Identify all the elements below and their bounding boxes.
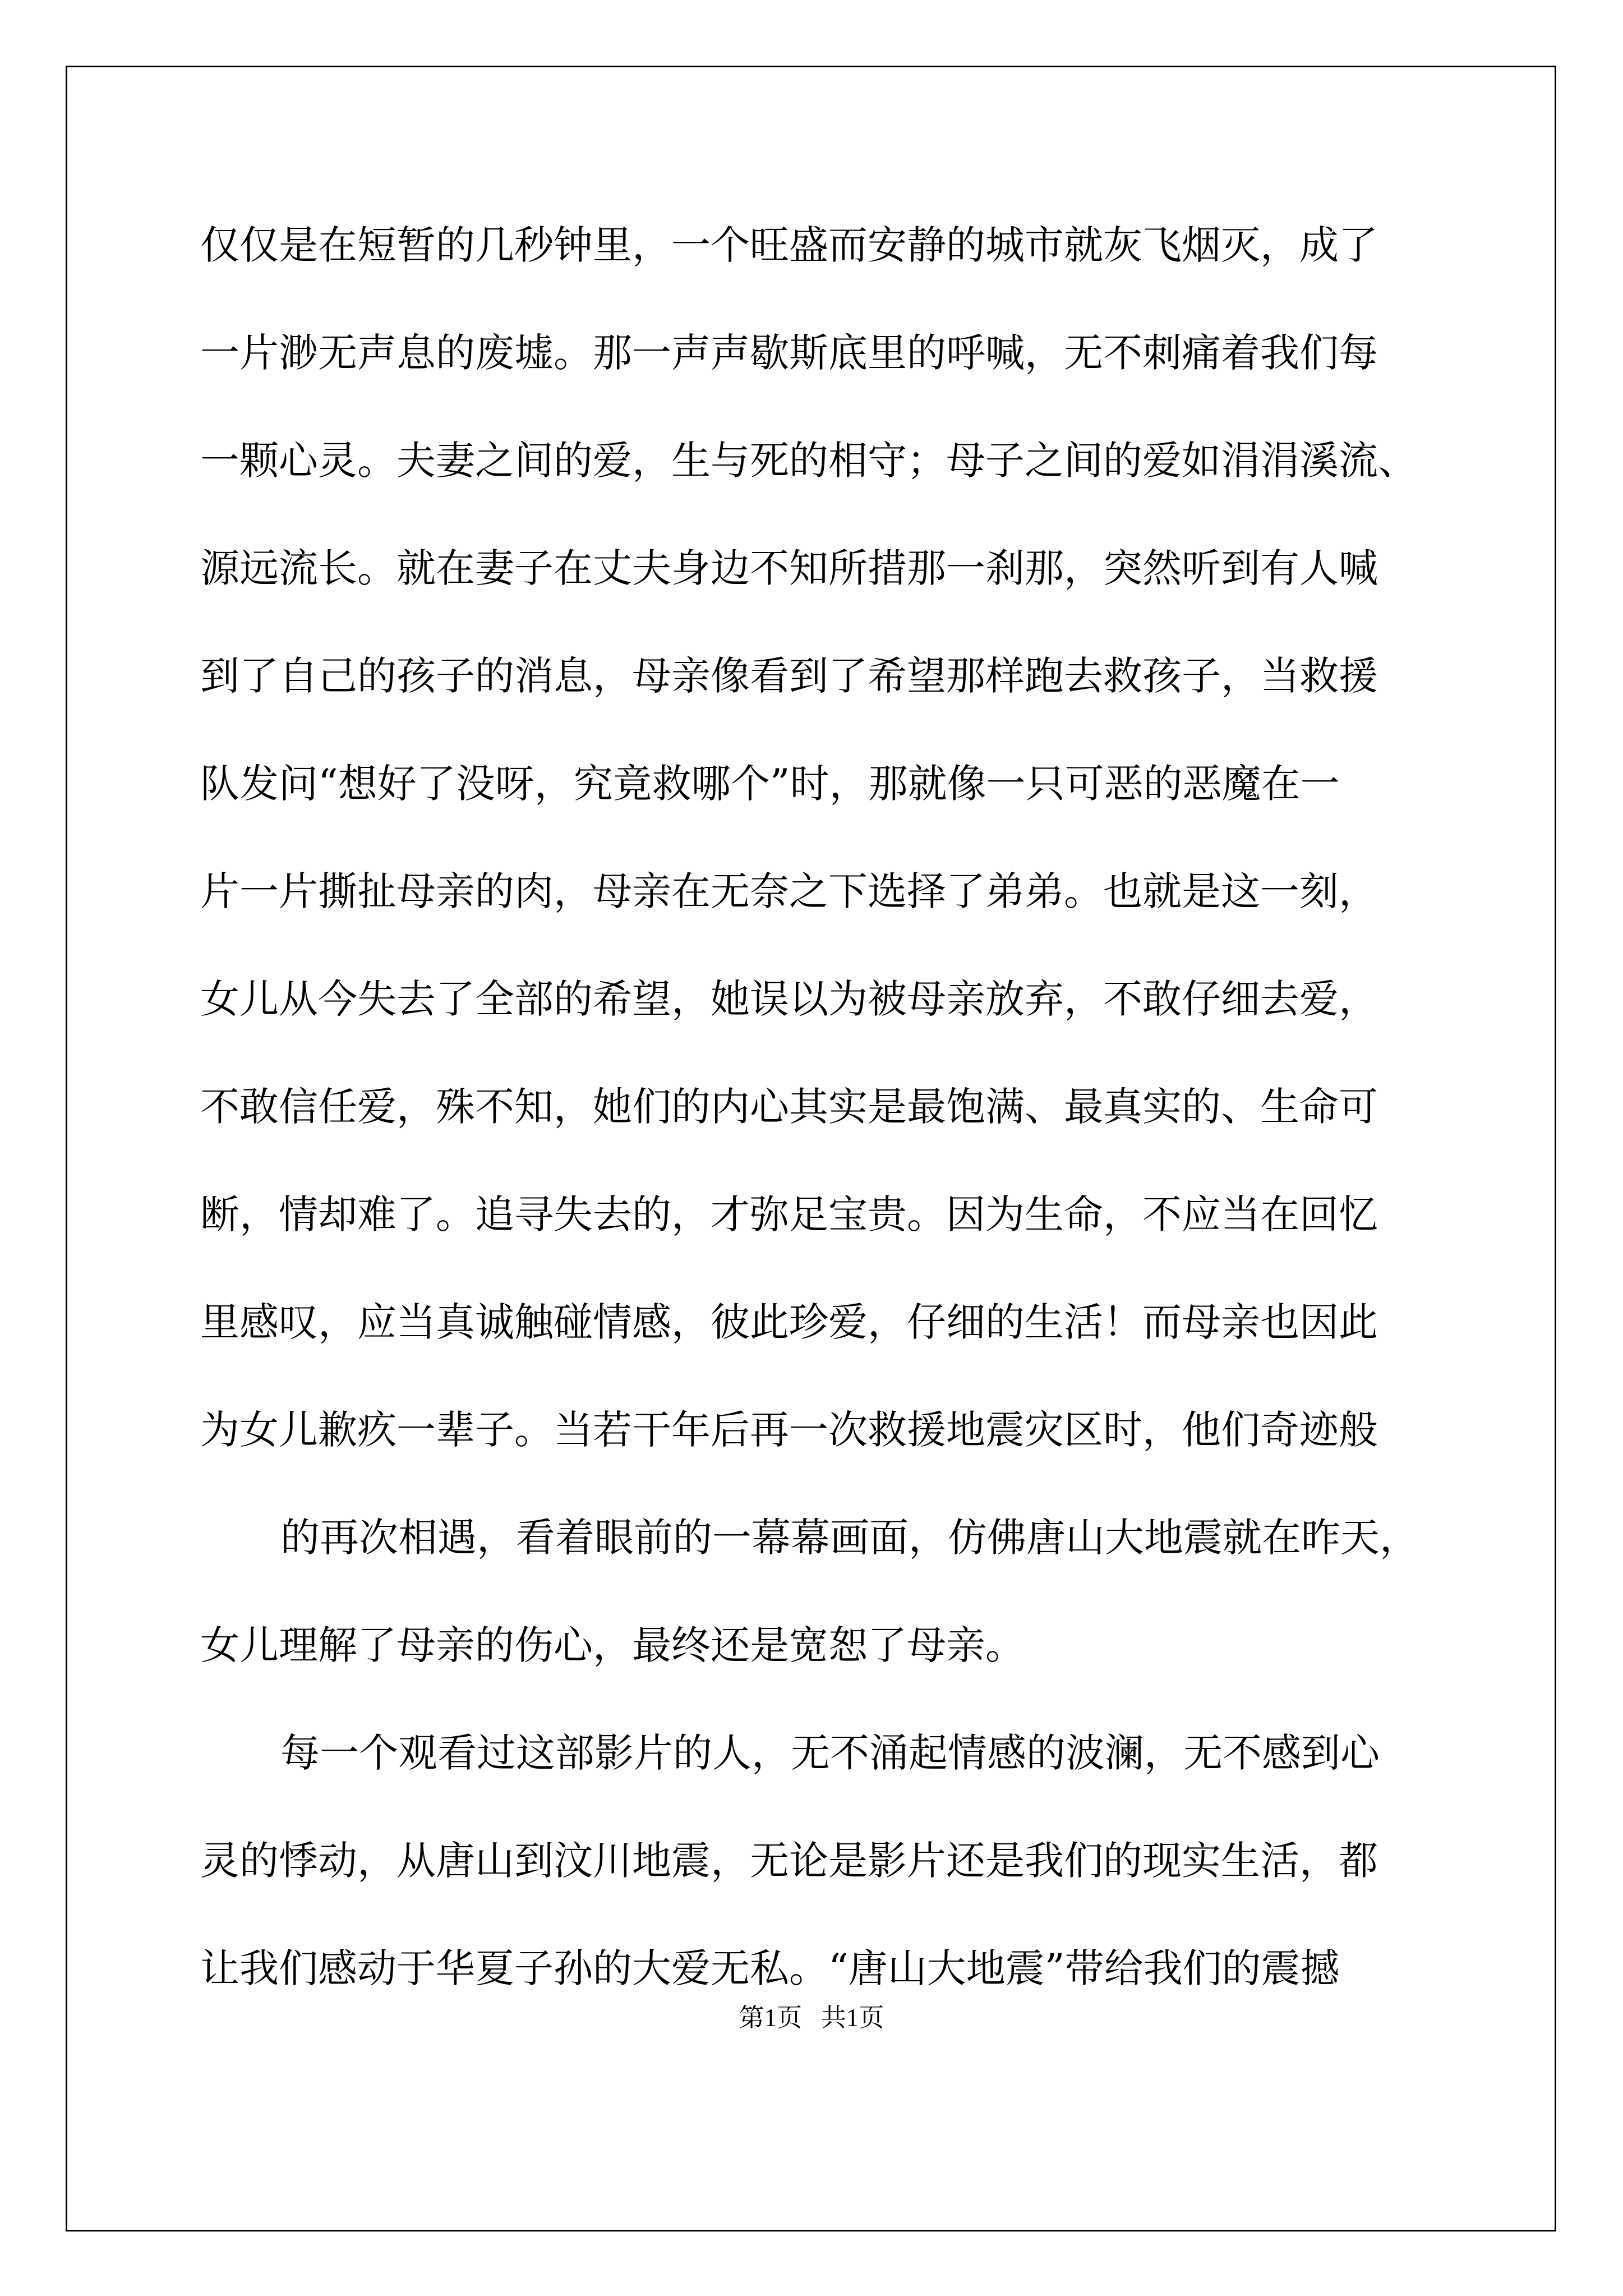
text-line: 的再次相遇，看着眼前的一幕幕画面，仿佛唐山大地震就在昨天， [280,1515,1419,1561]
text-line: 一片渺无声息的废墟。那一声声歇斯底里的呼喊，无不刺痛着我们每 [200,330,1378,376]
text-line: 仅仅是在短暂的几秒钟里，一个旺盛而安静的城市就灰飞烟灭，成了 [200,222,1378,268]
text-line: 源远流长。就在妻子在丈夫身边不知所措那一刹那，突然听到有人喊 [200,545,1378,591]
page-footer [0,2005,1623,2031]
text-line: 断，情却难了。追寻失去的，才弥足宝贵。因为生命，不应当在回忆 [200,1191,1378,1237]
text-line: 队发问“想好了没呀，究竟救哪个”时，那就像一只可恶的恶魔在一 [200,761,1340,807]
text-line: 里感叹，应当真诚触碰情感，彼此珍爱，仔细的生活！而母亲也因此 [200,1299,1378,1345]
text-line: 片一片撕扯母亲的肉，母亲在无奈之下选择了弟弟。也就是这一刻， [200,868,1378,914]
text-line: 每一个观看过这部影片的人，无不涌起情感的波澜，无不感到心 [280,1730,1380,1776]
text-line: 到了自己的孩子的消息，母亲像看到了希望那样跑去救孩子，当救援 [200,653,1378,699]
text-line: 一颗心灵。夫妻之间的爱，生与死的相守；母子之间的爱如涓涓溪流、 [200,438,1417,484]
text-line: 让我们感动于华夏子孙的大爱无私。“唐山大地震”带给我们的震撼 [200,1945,1340,1991]
page-total: 共1页 [820,2004,884,2032]
text-line: 女儿理解了母亲的伤心，最终还是宽恕了母亲。 [200,1622,1025,1668]
text-line: 灵的悸动，从唐山到汶川地震，无论是影片还是我们的现实生活，都 [200,1838,1378,1884]
page-number: 第1页 [739,2004,803,2032]
text-line: 女儿从今失去了全部的希望，她误以为被母亲放弃，不敢仔细去爱， [200,976,1378,1022]
text-line: 为女儿歉疚一辈子。当若干年后再一次救援地震灾区时，他们奇迹般 [200,1407,1378,1453]
text-line: 不敢信任爱，殊不知，她们的内心其实是最饱满、最真实的、生命可 [200,1084,1378,1130]
page-frame [66,66,1556,2231]
